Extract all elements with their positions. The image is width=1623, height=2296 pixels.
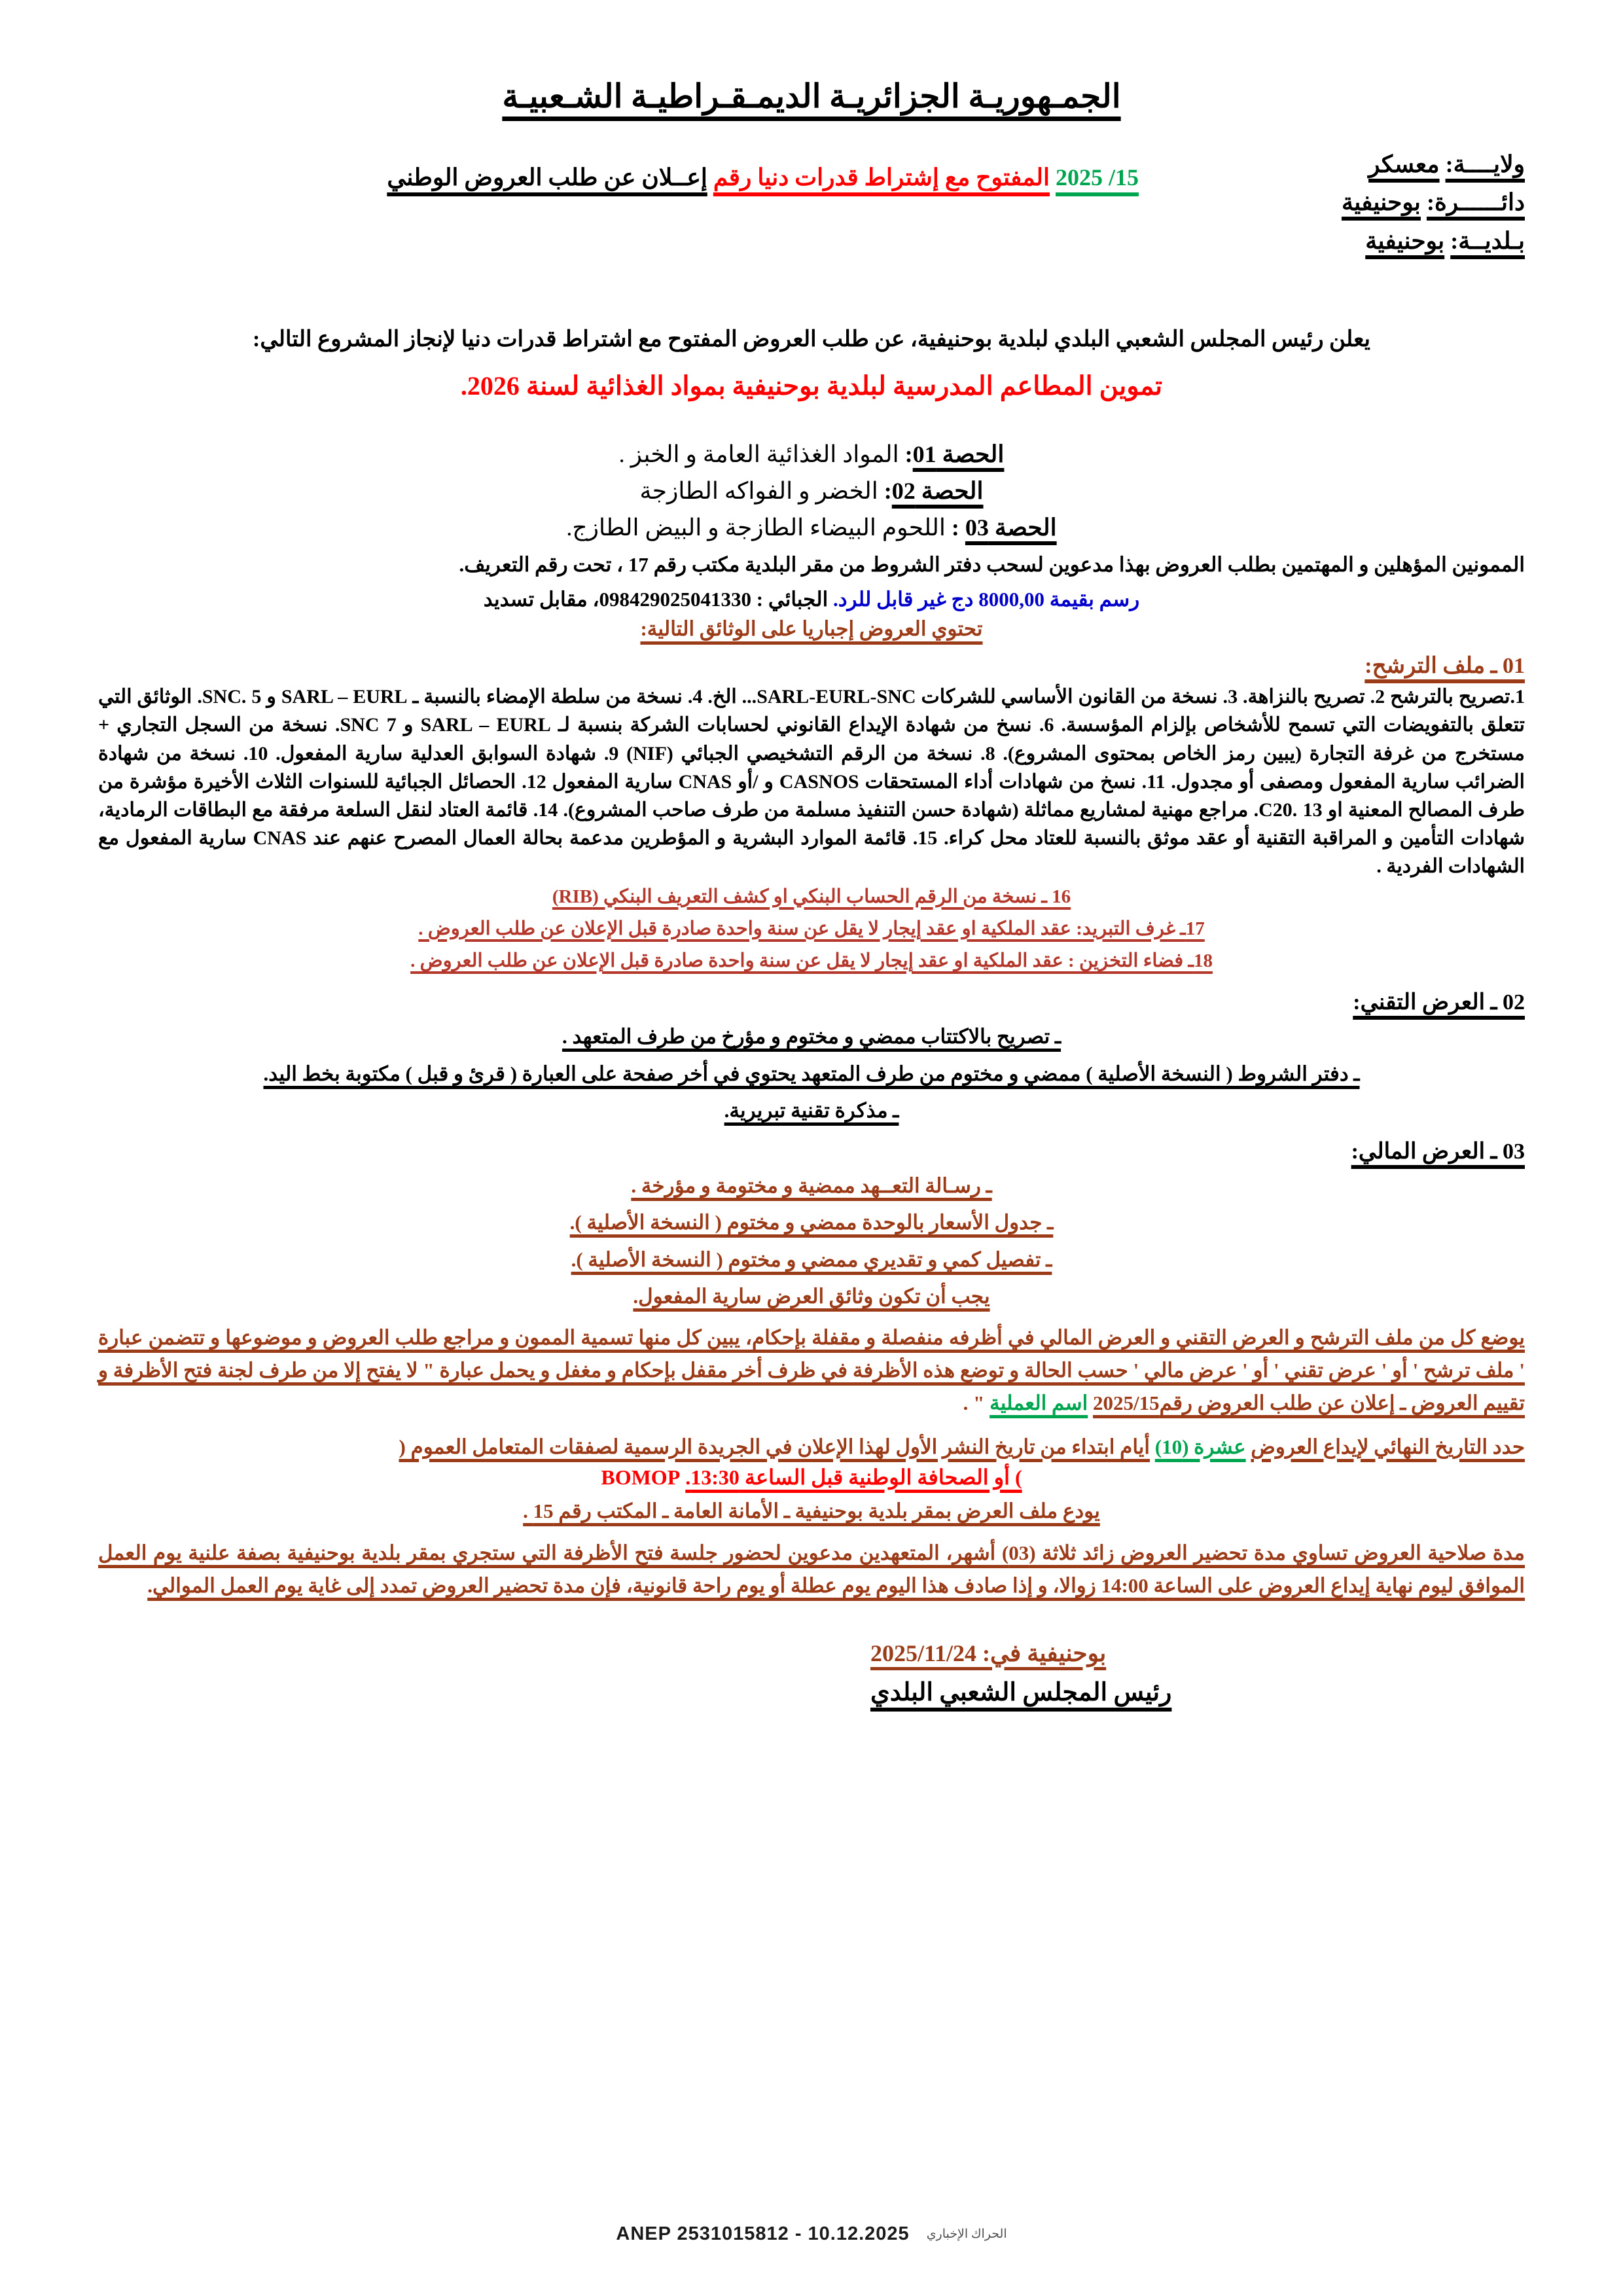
announcement-black-part: إعــلان عن طلب العروض الوطني — [387, 164, 707, 190]
lot-label: الحصة 01 — [912, 440, 1005, 467]
technical-offer-bullet — [98, 1022, 1525, 1052]
section-heading-candidacy-text: 01 ـ ملف الترشح: — [1364, 654, 1525, 679]
deadline-time-line — [98, 1465, 1525, 1490]
technical-offer-bullet — [98, 1096, 1525, 1126]
lot-separator: : — [904, 440, 913, 467]
financial-offer-bullet-text: ـ تفصيل كمي و تقديري ممضي و مختوم ( النسخة الأصلية ). — [571, 1247, 1052, 1271]
intro-paragraph: يعلن رئيس المجلس الشعبي البلدي لبلدية بوحنيفية، عن طلب العروض المفتوح مع اشتراط قدرات دنيا لإنجاز المشروع التالي: — [253, 327, 1370, 351]
wilaya-label: ولايــــة: — [1445, 151, 1525, 177]
project-title: تموين المطاعم المدرسية لبلدية بوحنيفية بمواد الغذائية لسنة 2026. — [460, 370, 1163, 401]
financial-offer-bullet — [98, 1171, 1525, 1202]
signatory-title-text: رئيس المجلس الشعبي البلدي — [870, 1678, 1172, 1706]
technical-offer-bullet — [98, 1059, 1525, 1090]
lot-description: اللحوم البيضاء الطازجة و البيض الطازج. — [566, 514, 946, 541]
announcement-red-part: المفتوح مع إشتراط قدرات دنيا رقم — [713, 164, 1050, 190]
mandatory-documents-heading — [98, 617, 1525, 641]
footer-source-label: الحراك الإخباري — [926, 2227, 1007, 2241]
section-heading-technical-offer-text: 02 ـ العرض التقني: — [1353, 990, 1525, 1015]
lot-row — [98, 437, 1525, 471]
signatory-title — [98, 1677, 1525, 1707]
signature-place-date — [98, 1640, 1525, 1667]
section-heading-candidacy — [98, 653, 1525, 679]
baladia-row — [98, 222, 1525, 260]
mandatory-documents-heading-text: تحتوي العروض إجباريا على الوثائق التالية: — [640, 617, 983, 641]
signature-block — [98, 1640, 1525, 1707]
operation-name-placeholder: اسم العملية — [990, 1391, 1088, 1415]
candidacy-extra-item-17 — [98, 913, 1525, 945]
deadline-paragraph — [98, 1431, 1525, 1463]
candidacy-documents-list: 1.تصريح بالترشح 2. تصريح بالنزاهة. 3. نسخة من القانون الأساسي للشركات SARL-EURL-SNC... الخ. 4. نسخة من سلطة الإمضاء بالنسبة ـ SARL – EURL و SNC. 5. الوثائق التي تتعلق بالتفويضات التي تسمح للأشخاص بإلزام المؤسسة. 6. نسخ من شهادة الإيداع القانوني لحسابات الشركة بنسبة لـ SARL – EURL و SNC 7. نسخة من السجل التجاري + مستخرج من غرفة التجارة (يبين رمز الخاص بمحتوى المشروع). 8. نسخة من الرقم التشخيصي الجبائي (NIF) 9. شهادة السوابق العدلية سارية المفعول. 10. نسخة من شهادة الضرائب سارية المفعول ومصفى أو مجدول. 11. نسخ من شهادات أداء المستحقات CASNOS و /أو CNAS سارية المفعول 12. الحصائل الجبائية للسنوات الثلاث الأخيرة مؤشرة من طرف المصالح المعنية او C20. 13. مراجع مهنية لمشاريع مماثلة (شهادة حسن التنفيذ مسلمة من طرف صاحب المشروع). 14. قائمة العتاد لنقل السلعة مرفقة مع البطاقات الرمادية، شهادات التأمين و المراقبة التقنية أو عقد موثق بالنسبة للعتاد محل كراء. 15. قائمة الموارد البشرية و المؤطرين مدعمة بحالة العمال المصرح عنهم عند CNAS سارية المفعول مع الشهادات الفردية . — [98, 686, 1525, 878]
bomop-label: BOMOP — [601, 1465, 681, 1489]
financial-offer-bullet — [98, 1245, 1525, 1276]
offer-validity-paragraph — [98, 1537, 1525, 1602]
envelope-instructions-text: يوضع كل من ملف الترشح و العرض التقني و العرض المالي في أظرفه منفصلة و مقفلة بإحكام، يبين كل منها تسمية الممون و مراجع طلب العروض و موضوعها و تتضمن عبارة ' ملف ترشح ' أو ' عرض تقني ' أو ' عرض مالي ' حسب الحالة و توضع هذه الأظرفة في ظرف أخر مقفل بإحكام و مغفل و يحمل عبارة " لا يفتح إلا من طرف لجنة فتح الأظرفة و تقييم العروض ـ إعلان عن طلب العروض رقم2025/15 — [98, 1325, 1525, 1415]
announcement-number: 15/ 2025 — [1055, 164, 1139, 190]
deadline-time-text: ) أو الصحافة الوطنية قبل الساعة 13:30. — [685, 1465, 1022, 1489]
technical-offer-bullet-text: ـ مذكرة تقنية تبريرية. — [724, 1099, 899, 1122]
eligibility-fee-line — [98, 584, 1525, 615]
page-footer — [0, 2223, 1623, 2245]
fee-amount-text: رسم بقيمة 8000,00 دج غير قابل للرد. — [832, 587, 1140, 611]
daira-label: دائــــــرة: — [1426, 189, 1525, 216]
wilaya-value: معسكر — [1368, 151, 1440, 177]
envelope-instructions-closing: " . — [963, 1391, 985, 1415]
lot-description: الخضر و الفواكه الطازجة — [639, 477, 878, 504]
lot-row — [98, 511, 1525, 545]
baladia-label: بـلديــة: — [1450, 227, 1525, 254]
administrative-header — [98, 145, 1525, 260]
deadline-days-count: عشرة (10) — [1154, 1435, 1246, 1458]
financial-offer-bullet-text: ـ رسـالة التعــهد ممضية و مختومة و مؤرخة . — [631, 1174, 992, 1197]
deposit-place-text: يودع ملف العرض بمقر بلدية بوحنيفية ـ الأمانة العامة ـ المكتب رقم 15 . — [523, 1499, 1100, 1522]
tax-id-text: الجبائي : 098429025041330، مقابل تسديد — [483, 587, 829, 611]
candidacy-extra-item-18-text: 18ـ فضاء التخزين : عقد الملكية او عقد إيجار لا يقل عن سنة واحدة صادرة قبل الإعلان عن طلب العروض . — [410, 950, 1213, 972]
candidacy-extra-item-18 — [98, 945, 1525, 977]
envelope-instructions — [98, 1321, 1525, 1420]
offer-validity-note-text: يجب أن تكون وثائق العرض سارية المفعول. — [633, 1285, 990, 1308]
deposit-place-line — [98, 1496, 1525, 1527]
lot-row — [98, 474, 1525, 508]
section-heading-financial-offer-text: 03 ـ العرض المالي: — [1351, 1139, 1525, 1164]
technical-offer-bullet-text: ـ دفتر الشروط ( النسخة الأصلية ) ممضي و مختوم من طرف المتعهد يحتوي في أخر صفحة على العبارة ( قرئ و قبل ) مكتوبة بخط اليد. — [263, 1062, 1360, 1085]
lot-label: الحصة 03 — [965, 514, 1057, 541]
offer-validity-paragraph-text: مدة صلاحية العروض تساوي مدة تحضير العروض زائد ثلاثة (03) أشهر، المتعهدين مدعوين لحضور جلسة فتح الأظرفة التي ستجري بمقر بلدية بوحنيفية بصفة علنية يوم العمل الموافق ليوم نهاية إيداع العروض على الساعة 14:00 زوالا، و إذا صادف هذا اليوم يوم عطلة أو يوم راحة قانونية، فإن مدة تحضير العروض تمدد إلى غاية يوم العمل الموالي. — [98, 1541, 1525, 1598]
page-title — [98, 77, 1525, 115]
lot-separator: : — [883, 477, 892, 504]
announcement-headline — [387, 164, 1139, 191]
footer-inner — [616, 2223, 1007, 2245]
daira-value: بوحنيفية — [1341, 189, 1421, 216]
technical-offer-bullet-text: ـ تصريح بالاكتتاب ممضي و مختوم و مؤرخ من طرف المتعهد . — [562, 1025, 1061, 1049]
republic-title-text: الجمـهوريـة الجزائريـة الديمـقـراطيـة الشـعبيـة — [502, 78, 1121, 115]
deadline-text-b: أيام ابتداء من تاريخ النشر الأول لهذا الإعلان في الجريدة الرسمية لصفقات المتعامل العموم ( — [399, 1435, 1150, 1458]
eligibility-line-1: الممونين المؤهلين و المهتمين بطلب العروض بهذا مدعوين لسحب دفتر الشروط من مقر البلدية مكتب رقم 17 ، تحت رقم التعريف. — [459, 553, 1525, 577]
candidacy-extra-item-16-text: 16 ـ نسخة من الرقم الحساب البنكي او كشف التعريف البنكي (RIB) — [552, 886, 1071, 907]
financial-offer-bullet-text: ـ جدول الأسعار بالوحدة ممضي و مختوم ( النسخة الأصلية ). — [569, 1211, 1054, 1234]
candidacy-extra-item-16 — [98, 881, 1525, 913]
financial-offer-bullet — [98, 1208, 1525, 1238]
section-heading-technical-offer — [98, 989, 1525, 1015]
deadline-text-a: حدد التاريخ النهائي لإيداع العروض — [1251, 1435, 1525, 1458]
anep-reference: ANEP 2531015812 - 10.12.2025 — [616, 2223, 910, 2244]
lot-label: الحصة 02 — [891, 477, 984, 504]
lot-description: المواد الغذائية العامة و الخبز . — [618, 440, 899, 467]
section-heading-financial-offer — [98, 1138, 1525, 1164]
signature-place-date-text: بوحنيفية في: 2025/11/24 — [870, 1640, 1107, 1666]
offer-validity-note — [98, 1282, 1525, 1312]
candidacy-extra-item-17-text: 17ـ غرف التبريد: عقد الملكية او عقد إيجار لا يقل عن سنة واحدة صادرة قبل الإعلان عن طلب العروض . — [418, 918, 1205, 939]
lot-separator: : — [951, 514, 965, 541]
baladia-value: بوحنيفية — [1365, 227, 1445, 254]
